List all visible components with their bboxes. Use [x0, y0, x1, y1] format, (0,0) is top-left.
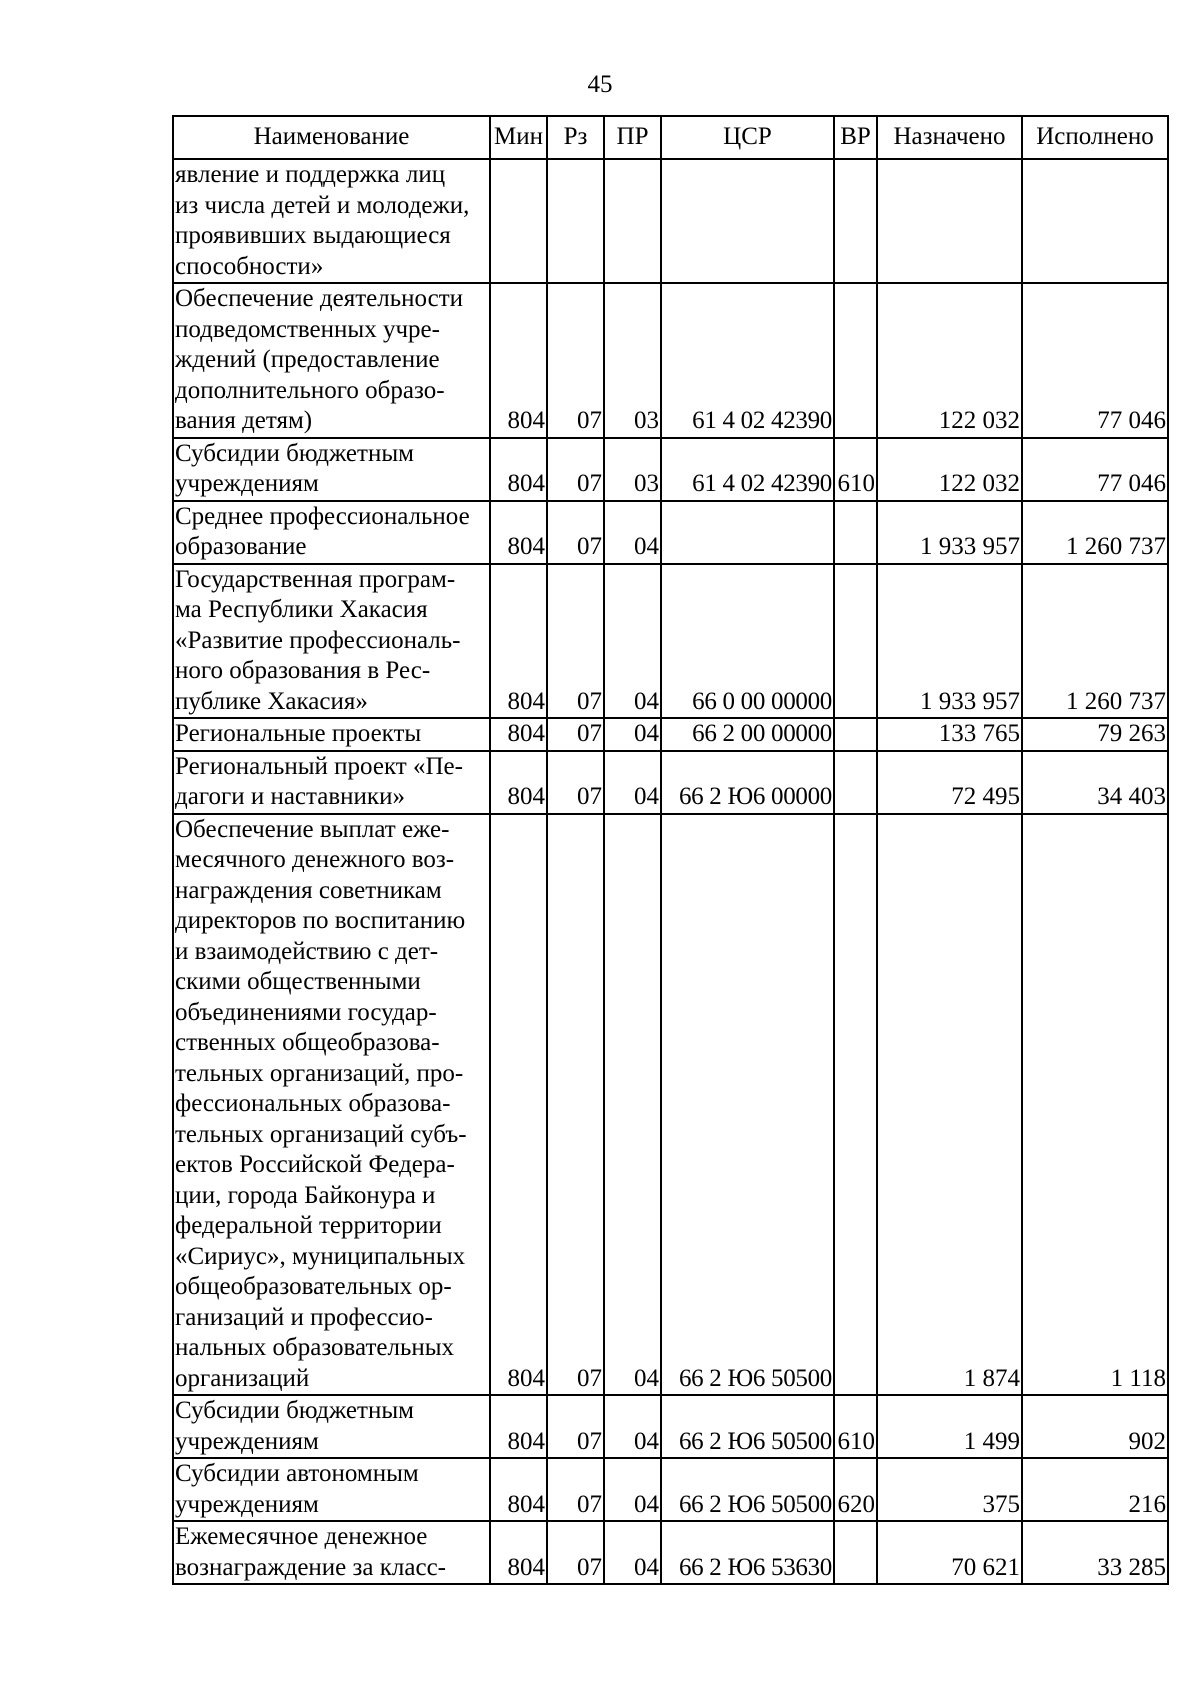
cell-csr: 66 0 00 00000	[661, 564, 834, 719]
cell-min	[490, 159, 547, 283]
cell-name-line: учреждениям	[175, 470, 319, 497]
header-rz: Рз	[547, 116, 604, 159]
header-pr: ПР	[604, 116, 661, 159]
cell-min: 804	[490, 718, 547, 751]
cell-vr: 620	[834, 1458, 877, 1521]
cell-rz: 07	[547, 438, 604, 501]
cell-vr	[834, 814, 877, 1396]
cell-pr: 04	[604, 564, 661, 719]
cell-assigned: 122 032	[877, 283, 1022, 438]
cell-vr	[834, 283, 877, 438]
cell-csr: 66 2 Ю6 53630	[661, 1521, 834, 1584]
cell-vr	[834, 718, 877, 751]
cell-name-line: Обеспечение деятельности	[175, 285, 464, 312]
cell-name-line: организаций	[175, 1364, 310, 1392]
cell-assigned: 1 499	[877, 1395, 1022, 1458]
cell-name	[173, 159, 490, 283]
cell-name-line: Субсидии бюджетным	[175, 439, 414, 467]
cell-assigned: 70 621	[877, 1521, 1022, 1584]
cell-name-line: способности»	[175, 252, 324, 280]
cell-name-line: скими общественными	[175, 968, 421, 995]
cell-name-line: Обеспечение выплат еже-	[175, 815, 450, 843]
cell-min: 804	[490, 1458, 547, 1521]
cell-executed: 34 403	[1022, 751, 1168, 814]
cell-name-line: подведомственных учре-	[175, 315, 440, 343]
cell-assigned: 133 765	[877, 718, 1022, 751]
cell-pr: 04	[604, 1458, 661, 1521]
table-row	[173, 159, 1168, 283]
cell-name-line: и взаимодействию с дет-	[175, 937, 439, 965]
cell-name-line: учреждениям	[175, 1427, 319, 1455]
cell-name-line: из числа детей и молодежи,	[175, 191, 470, 219]
cell-assigned: 375	[877, 1458, 1022, 1521]
cell-name-line: фессиональных образова-	[175, 1090, 451, 1117]
cell-rz: 07	[547, 501, 604, 564]
cell-name-line: «Сириус», муниципальных	[175, 1242, 466, 1270]
header-name: Наименование	[173, 116, 490, 159]
cell-name-line: ственных общеобразова-	[175, 1029, 440, 1056]
cell-executed: 77 046	[1022, 283, 1168, 438]
cell-rz	[547, 159, 604, 283]
cell-rz: 07	[547, 1458, 604, 1521]
table-row	[173, 438, 1168, 501]
cell-name-line: проявивших выдающиеся	[175, 222, 451, 249]
cell-pr: 04	[604, 718, 661, 751]
table-row	[173, 1458, 1168, 1521]
cell-pr: 04	[604, 1521, 661, 1584]
cell-executed: 1 118	[1022, 814, 1168, 1396]
cell-name-line: Среднее профессиональное	[175, 502, 470, 530]
cell-name	[173, 1521, 490, 1584]
cell-name-line: учреждениям	[175, 1490, 319, 1518]
cell-rz: 07	[547, 814, 604, 1396]
cell-name	[173, 718, 490, 751]
cell-csr: 66 2 00 00000	[661, 718, 834, 751]
cell-name-line: нальных образовательных	[175, 1334, 455, 1361]
cell-executed	[1022, 159, 1168, 283]
cell-executed: 33 285	[1022, 1521, 1168, 1584]
cell-pr	[604, 159, 661, 283]
cell-assigned	[877, 159, 1022, 283]
cell-pr: 04	[604, 501, 661, 564]
cell-name	[173, 1458, 490, 1521]
cell-min: 804	[490, 1395, 547, 1458]
cell-name-line: общеобразовательных ор-	[175, 1273, 452, 1300]
cell-name	[173, 501, 490, 564]
cell-name	[173, 814, 490, 1396]
cell-executed: 902	[1022, 1395, 1168, 1458]
cell-assigned: 122 032	[877, 438, 1022, 501]
cell-pr: 03	[604, 438, 661, 501]
cell-executed: 79 263	[1022, 718, 1168, 751]
budget-table	[172, 115, 1169, 1585]
table-row	[173, 283, 1168, 438]
cell-pr: 04	[604, 1395, 661, 1458]
cell-name-line: явление и поддержка лиц	[175, 161, 446, 188]
header-vr: ВР	[834, 116, 877, 159]
cell-min: 804	[490, 1521, 547, 1584]
cell-name-line: вознаграждение за класс-	[175, 1553, 446, 1581]
cell-name	[173, 438, 490, 501]
cell-name-line: дополнительного образо-	[175, 376, 445, 404]
cell-min: 804	[490, 283, 547, 438]
cell-vr	[834, 501, 877, 564]
cell-name-line: ма Республики Хакасия	[175, 596, 428, 623]
cell-name-line: вания детям)	[175, 407, 313, 434]
table-header-row	[173, 116, 1168, 159]
cell-assigned: 1 933 957	[877, 501, 1022, 564]
cell-name-line: награждения советникам	[175, 876, 442, 904]
cell-assigned: 72 495	[877, 751, 1022, 814]
cell-csr: 61 4 02 42390	[661, 438, 834, 501]
cell-vr: 610	[834, 1395, 877, 1458]
cell-name	[173, 751, 490, 814]
cell-pr: 03	[604, 283, 661, 438]
cell-name-line: ганизаций и профессио-	[175, 1303, 433, 1331]
cell-vr: 610	[834, 438, 877, 501]
cell-pr: 04	[604, 751, 661, 814]
header-executed: Исполнено	[1022, 116, 1168, 159]
cell-name	[173, 564, 490, 719]
cell-rz: 07	[547, 564, 604, 719]
cell-vr	[834, 159, 877, 283]
cell-name-line: «Развитие профессиональ-	[175, 626, 461, 654]
cell-csr: 66 2 Ю6 00000	[661, 751, 834, 814]
cell-assigned: 1 874	[877, 814, 1022, 1396]
cell-csr: 66 2 Ю6 50500	[661, 814, 834, 1396]
cell-name-line: ждений (предоставление	[175, 346, 440, 373]
cell-name	[173, 283, 490, 438]
table-row	[173, 751, 1168, 814]
cell-csr	[661, 501, 834, 564]
cell-name-line: Региональный проект «Пе-	[175, 752, 463, 780]
cell-rz: 07	[547, 1395, 604, 1458]
cell-name-line: Региональные проекты	[175, 720, 422, 747]
cell-name-line: ции, города Байконура и	[175, 1181, 436, 1209]
cell-rz: 07	[547, 283, 604, 438]
table-row	[173, 1521, 1168, 1584]
cell-vr	[834, 1521, 877, 1584]
cell-name-line: ектов Российской Федера-	[175, 1151, 455, 1178]
cell-min: 804	[490, 751, 547, 814]
cell-executed: 1 260 737	[1022, 501, 1168, 564]
cell-pr: 04	[604, 814, 661, 1396]
cell-name	[173, 1395, 490, 1458]
cell-name-line: ного образования в Рес-	[175, 657, 431, 684]
cell-vr	[834, 564, 877, 719]
table-row	[173, 718, 1168, 751]
cell-rz: 07	[547, 718, 604, 751]
cell-csr	[661, 159, 834, 283]
cell-vr	[834, 751, 877, 814]
table-row	[173, 501, 1168, 564]
cell-csr: 61 4 02 42390	[661, 283, 834, 438]
cell-name-line: Ежемесячное денежное	[175, 1523, 428, 1550]
cell-name-line: дагоги и наставники»	[175, 783, 405, 810]
page-number: 45	[587, 71, 613, 98]
cell-rz: 07	[547, 751, 604, 814]
table-row	[173, 814, 1168, 1396]
cell-name-line: Государственная програм-	[175, 565, 456, 593]
header-min: Мин	[490, 116, 547, 159]
table-body	[173, 159, 1168, 1584]
cell-name-line: директоров по воспитанию	[175, 907, 466, 934]
cell-name-line: объединениями государ-	[175, 998, 437, 1026]
cell-name-line: Субсидии автономным	[175, 1460, 419, 1487]
cell-executed: 1 260 737	[1022, 564, 1168, 719]
cell-min: 804	[490, 814, 547, 1396]
cell-csr: 66 2 Ю6 50500	[661, 1395, 834, 1458]
cell-name-line: тельных организаций, про-	[175, 1059, 464, 1087]
table-row	[173, 564, 1168, 719]
cell-name-line: месячного денежного воз-	[175, 846, 455, 873]
cell-executed: 216	[1022, 1458, 1168, 1521]
cell-name-line: федеральной территории	[175, 1212, 442, 1239]
table-row	[173, 1395, 1168, 1458]
cell-name-line: публике Хакасия»	[175, 687, 368, 715]
header-csr: ЦСР	[661, 116, 834, 159]
cell-name-line: Субсидии бюджетным	[175, 1397, 414, 1424]
header-assigned: Назначено	[877, 116, 1022, 159]
cell-assigned: 1 933 957	[877, 564, 1022, 719]
cell-min: 804	[490, 501, 547, 564]
cell-csr: 66 2 Ю6 50500	[661, 1458, 834, 1521]
cell-name-line: тельных организаций субъ-	[175, 1120, 467, 1148]
cell-min: 804	[490, 438, 547, 501]
cell-rz: 07	[547, 1521, 604, 1584]
cell-min: 804	[490, 564, 547, 719]
cell-name-line: образование	[175, 533, 307, 560]
cell-executed: 77 046	[1022, 438, 1168, 501]
